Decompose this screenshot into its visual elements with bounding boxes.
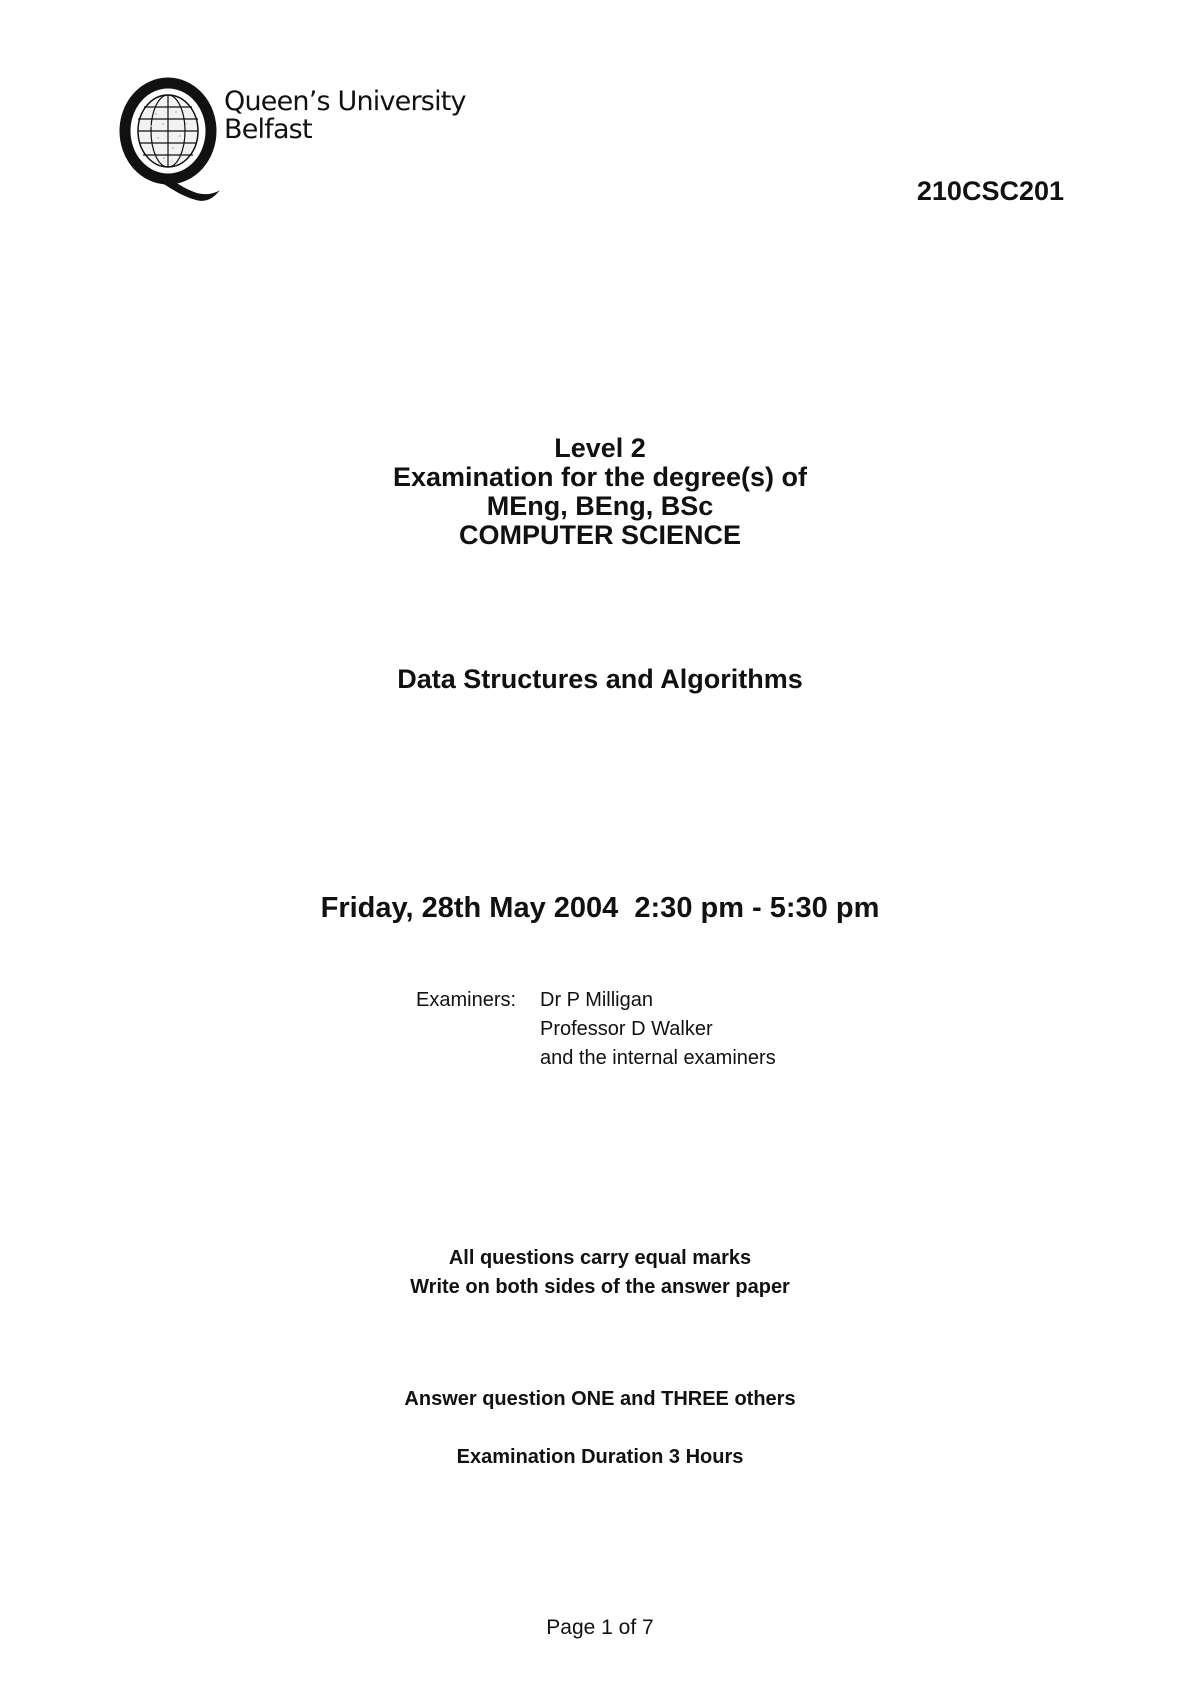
examiner-name: and the internal examiners <box>540 1047 776 1069</box>
module-title: Data Structures and Algorithms <box>397 664 803 694</box>
university-logo <box>118 76 466 206</box>
page-number: Page 1 of 7 <box>546 1616 654 1639</box>
university-name: Queen’s University <box>224 86 466 117</box>
exam-instructions <box>0 1244 1200 1302</box>
course-code: 210CSC201 <box>916 176 1064 206</box>
examiners-list <box>540 986 776 1073</box>
university-wordmark <box>224 88 466 144</box>
instruction-answer-questions: Answer question ONE and THREE others <box>404 1388 796 1410</box>
exam-degrees: MEng, BEng, BSc <box>486 491 714 521</box>
exam-subject: COMPUTER SCIENCE <box>458 520 742 550</box>
instruction-both-sides: Write on both sides of the answer paper <box>410 1276 790 1298</box>
instruction-equal-marks: All questions carry equal marks <box>448 1247 752 1269</box>
exam-heading <box>0 434 1200 550</box>
exam-date-time: Friday, 28th May 2004 2:30 pm - 5:30 pm <box>320 892 880 924</box>
q-crest-icon <box>118 76 228 206</box>
university-city: Belfast <box>224 114 312 145</box>
examiner-name: Professor D Walker <box>540 1018 713 1040</box>
exam-level: Level 2 <box>554 433 646 463</box>
examiner-name: Dr P Milligan <box>540 989 653 1011</box>
examiners-label: Examiners: <box>416 989 517 1011</box>
exam-duration: Examination Duration 3 Hours <box>456 1446 744 1468</box>
exam-degree-intro: Examination for the degree(s) of <box>392 462 808 492</box>
